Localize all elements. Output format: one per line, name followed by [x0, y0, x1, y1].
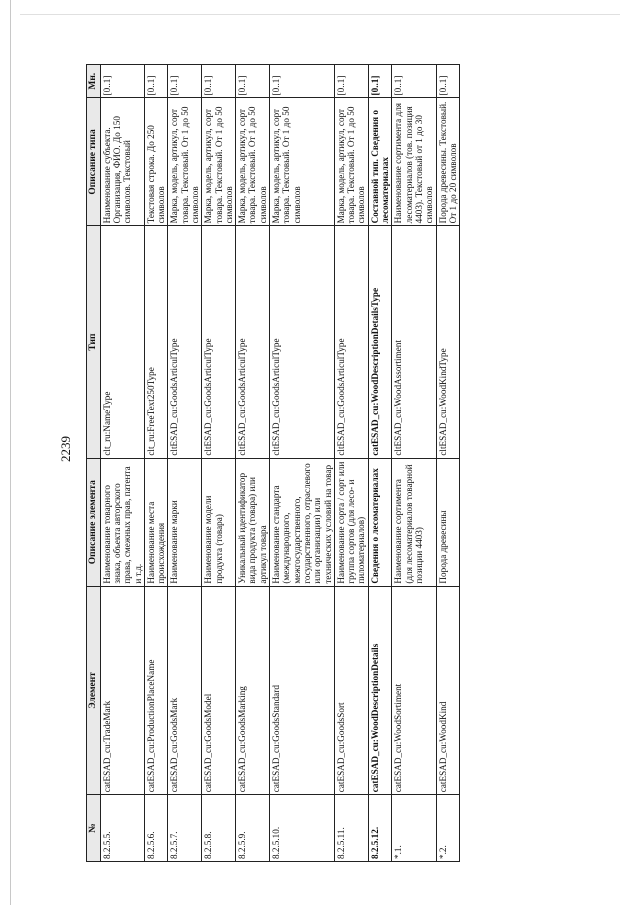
header-type: Тип [87, 226, 101, 458]
row-element-description: Наименование товарного знака, объекта авторского права, смежных прав, патента и т.д. [100, 458, 144, 586]
table-row [202, 65, 236, 862]
row-number: *.2. [436, 795, 460, 862]
row-multiplicity: [0..1] [144, 65, 168, 98]
row-element: catESAD_cu:GoodsMarking [236, 586, 270, 795]
row-element: catESAD_cu:GoodsModel [202, 586, 236, 795]
row-type: cltESAD_cu:GoodsArticulType [236, 226, 270, 458]
row-number: 8.2.5.5. [100, 795, 144, 862]
row-multiplicity: [0..1] [368, 65, 392, 98]
row-type-description: Марка, модель, артикул, сорт товара. Текстовый. От 1 до 50 символов [168, 98, 202, 226]
row-type-description: Составной тип. Сведения о лесоматериалах [368, 98, 392, 226]
row-number: *.1. [392, 795, 436, 862]
row-type: cltESAD_cu:GoodsArticulType [202, 226, 236, 458]
row-element: catESAD_cu:GoodsStandard [270, 586, 335, 795]
row-number: 8.2.5.12. [368, 795, 392, 862]
header-type-description: Описание типа [87, 98, 101, 226]
row-type: catESAD_cu:WoodDescriptionDetailsType [368, 226, 392, 458]
row-multiplicity: [0..1] [236, 65, 270, 98]
row-type-description: Марка, модель, артикул, сорт товара. Текстовый. От 1 до 50 символов [334, 98, 368, 226]
row-type: clt_ru:NameType [100, 226, 144, 458]
header-multiplicity: Мн. [87, 65, 101, 98]
row-number: 8.2.5.7. [168, 795, 202, 862]
page-number: 2239 [58, 436, 73, 462]
row-multiplicity: [0..1] [334, 65, 368, 98]
row-type: cltESAD_cu:GoodsArticulType [270, 226, 335, 458]
row-element-description: Сведения о лесоматериалах [368, 458, 392, 586]
row-element: catESAD_cu:TradeMark [100, 586, 144, 795]
table-body [100, 65, 460, 862]
row-element: catESAD_cu:WoodSortiment [392, 586, 436, 795]
row-multiplicity: [0..1] [202, 65, 236, 98]
row-type: cltESAD_cu:WoodAssortiment [392, 226, 436, 458]
rotated-table-sheet [86, 64, 606, 862]
header-element-description: Описание элемента [87, 458, 101, 586]
elements-table [86, 64, 460, 862]
row-multiplicity: [0..1] [270, 65, 335, 98]
row-multiplicity: [0..1] [168, 65, 202, 98]
row-element: catESAD_cu:GoodsMark [168, 586, 202, 795]
row-number: 8.2.5.8. [202, 795, 236, 862]
row-element-description: Наименование места происхождения [144, 458, 168, 586]
row-type: cltESAD_cu:GoodsArticulType [334, 226, 368, 458]
row-number: 8.2.5.6. [144, 795, 168, 862]
row-element-description: Наименование модели продукта (товара) [202, 458, 236, 586]
table-row [100, 65, 144, 862]
row-element: catESAD_cu:WoodKind [436, 586, 460, 795]
row-number: 8.2.5.11. [334, 795, 368, 862]
table-row [334, 65, 368, 862]
row-multiplicity: [0..1] [100, 65, 144, 98]
table-row [392, 65, 436, 862]
row-number: 8.2.5.10. [270, 795, 335, 862]
row-element: catESAD_cu:WoodDescriptionDetails [368, 586, 392, 795]
row-element-description: Наименование сорта / сорт или группа сортов (для лесо- и пиломатериалов) [334, 458, 368, 586]
row-type-description: Наименование субъекта. Организация, ФИО. До 150 символов. Текстовый [100, 98, 144, 226]
table-row [236, 65, 270, 862]
row-element: catESAD_cu:ProductionPlaceName [144, 586, 168, 795]
table-row [168, 65, 202, 862]
header-element: Элемент [87, 586, 101, 795]
table-row [144, 65, 168, 862]
row-number: 8.2.5.9. [236, 795, 270, 862]
row-multiplicity: [0..1] [436, 65, 460, 98]
row-element-description: Наименование стандарта (международного, межгосударственного, государственного, отраслевого или организации) или технических условий на товар [270, 458, 335, 586]
scan-edge-top [20, 14, 620, 15]
table-row [270, 65, 335, 862]
row-element: catESAD_cu:GoodsSort [334, 586, 368, 795]
row-type-description: Порода древесины. Текстовый. От 1 до 20 символов [436, 98, 460, 226]
row-type: clt_ru:FreeText250Type [144, 226, 168, 458]
row-element-description: Наименование марки [168, 458, 202, 586]
row-type: cltESAD_cu:GoodsArticulType [168, 226, 202, 458]
row-type-description: Марка, модель, артикул, сорт товара. Текстовый. От 1 до 50 символов [270, 98, 335, 226]
row-type: cltESAD_cu:WoodKindType [436, 226, 460, 458]
row-type-description: Наименование сортимента для лесоматериалов (тов. позиция 4403). Текстовый от 1 до 30 символов [392, 98, 436, 226]
header-num: № [87, 795, 101, 862]
row-multiplicity: [0..1] [392, 65, 436, 98]
row-type-description: Марка, модель, артикул, сорт товара. Текстовый. От 1 до 50 символов [236, 98, 270, 226]
row-type-description: Марка, модель, артикул, сорт товара. Текстовый. От 1 до 50 символов [202, 98, 236, 226]
table-header-row [87, 65, 101, 862]
row-element-description: Порода древесины [436, 458, 460, 586]
table-row [368, 65, 392, 862]
row-type-description: Текстовая строка. До 250 символов [144, 98, 168, 226]
row-element-description: Наименование сортимента (для лесоматериалов товарной позиции 4403) [392, 458, 436, 586]
row-element-description: Уникальный идентификатор вида продукта (товара) или артикул товара [236, 458, 270, 586]
scan-edge-left [10, 0, 11, 905]
table-row [436, 65, 460, 862]
